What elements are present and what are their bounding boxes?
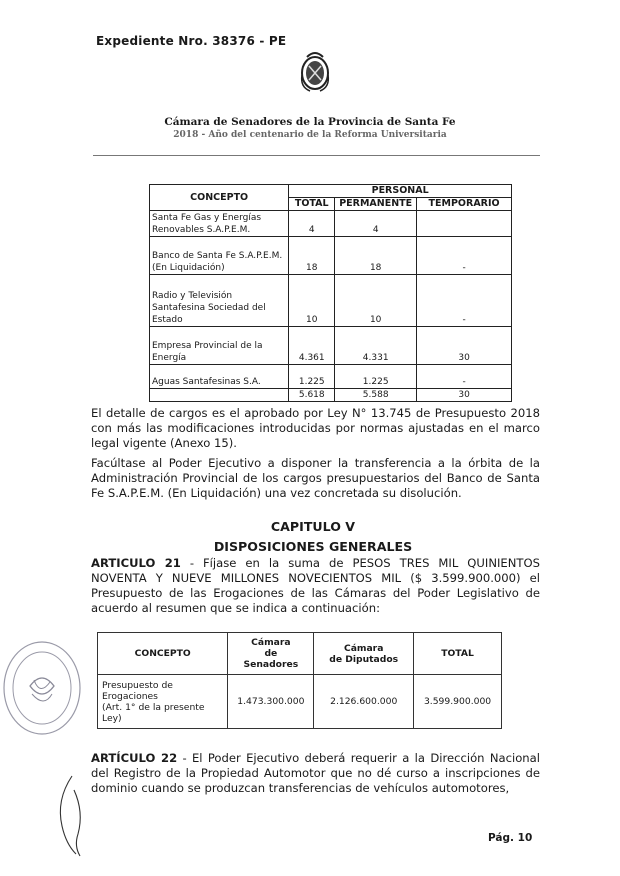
row-total: 4 xyxy=(289,211,335,237)
row-temporario xyxy=(417,211,512,237)
row-temporario: - xyxy=(417,237,512,275)
article-21-lead: ARTICULO 21 xyxy=(91,556,181,570)
row-permanente: 18 xyxy=(335,237,417,275)
personal-header-group: PERSONAL xyxy=(289,185,512,198)
paragraph-transferencia: Facúltase al Poder Ejecutivo a disponer la transferencia a la órbita de la Administración Provincial de los cargos presupuestarios del Banco de Santa Fe S.A.P.E.M. (En Liquidación) una vez concretada su disolución. xyxy=(91,456,540,500)
chapter-title: DISPOSICIONES GENERALES xyxy=(213,539,413,554)
row-concepto-line: Aguas Santafesinas S.A. xyxy=(152,377,261,387)
table-row xyxy=(98,675,502,729)
row-concepto-line: Renovables S.A.P.E.M. xyxy=(152,225,251,235)
row-total: 1.225 xyxy=(289,365,335,389)
row-total: 4.361 xyxy=(289,327,335,365)
totals-row xyxy=(150,389,512,402)
page-number: Pág. 10 xyxy=(488,832,533,844)
budget-header-concepto: CONCEPTO xyxy=(98,633,228,675)
header-line: de xyxy=(264,648,278,659)
handwritten-signature-icon xyxy=(44,770,114,860)
article-22-text: - El Poder Ejecutivo deberá requerir a la Dirección Nacional del Registro de la Propiedad Automotor que no dé curso a inscripciones de dominio cuando se produzcan transferencias de vehículos automotores, xyxy=(91,751,540,795)
row-concepto-line: Energía xyxy=(152,353,187,363)
chapter-heading: CAPITULO V xyxy=(270,519,356,534)
personal-header-temporario: TEMPORARIO xyxy=(417,198,512,211)
personal-header-concepto: CONCEPTO xyxy=(150,185,289,211)
budget-header-senadores xyxy=(228,633,314,675)
row-concepto-line: (Art. 1° de la presente xyxy=(102,701,205,713)
personal-table xyxy=(149,184,512,402)
header-line: Cámara xyxy=(343,642,384,654)
row-concepto-line: (En Liquidación) xyxy=(152,263,225,273)
budget-total-value: 3.599.900.000 xyxy=(414,675,502,729)
row-permanente: 10 xyxy=(335,275,417,327)
row-concepto-line: Erogaciones xyxy=(102,690,158,702)
row-temporario: - xyxy=(417,275,512,327)
row-temporario: - xyxy=(417,365,512,389)
row-total: 18 xyxy=(289,237,335,275)
budget-header-total: TOTAL xyxy=(414,633,502,675)
table-row xyxy=(150,211,512,237)
row-concepto-line: Ley) xyxy=(102,712,122,724)
row-concepto-line: Radio y Televisión xyxy=(152,291,233,301)
header-line: Senadores xyxy=(243,659,299,670)
header-line: Cámara xyxy=(251,637,291,648)
row-concepto-line: Banco de Santa Fe S.A.P.E.M. xyxy=(152,251,283,261)
header-divider xyxy=(93,155,540,156)
table-row xyxy=(150,327,512,365)
row-permanente: 4 xyxy=(335,211,417,237)
year-motto: 2018 - Año del centenario de la Reforma Universitaria xyxy=(173,130,447,140)
table-row xyxy=(150,365,512,389)
totals-total: 5.618 xyxy=(289,389,335,402)
row-concepto-line: Santafesina Sociedad del xyxy=(152,303,266,313)
table-row xyxy=(150,237,512,275)
personal-header-permanente: PERMANENTE xyxy=(335,198,417,211)
totals-permanente: 5.588 xyxy=(335,389,417,402)
row-concepto-line: Estado xyxy=(152,315,183,325)
paragraph-cargos: El detalle de cargos es el aprobado por Ley N° 13.745 de Presupuesto 2018 con más las modificaciones introducidas por normas ajustadas en el marco legal vigente (Anexo 15). xyxy=(91,406,540,450)
chamber-name: Cámara de Senadores de la Provincia de Santa Fe xyxy=(164,116,456,128)
budget-senadores-value: 1.473.300.000 xyxy=(228,675,314,729)
budget-diputados-value: 2.126.600.000 xyxy=(314,675,414,729)
row-permanente: 4.331 xyxy=(335,327,417,365)
row-concepto-line: Santa Fe Gas y Energías xyxy=(152,213,262,223)
budget-table xyxy=(97,632,502,729)
expediente-number: Expediente Nro. 38376 - PE xyxy=(96,34,287,48)
budget-header-diputados xyxy=(314,633,414,675)
table-row xyxy=(150,275,512,327)
header-line: de Diputados xyxy=(329,653,399,665)
article-22 xyxy=(91,751,540,796)
article-21 xyxy=(91,556,540,616)
row-total: 10 xyxy=(289,275,335,327)
official-stamp-icon xyxy=(2,636,92,742)
row-permanente: 1.225 xyxy=(335,365,417,389)
personal-header-total: TOTAL xyxy=(289,198,335,211)
provincial-seal-icon xyxy=(298,47,332,93)
row-concepto-line: Presupuesto de xyxy=(102,679,173,691)
article-21-text: - Fíjase en la suma de PESOS TRES MIL QUINIENTOS NOVENTA Y NUEVE MILLONES NOVECIENTOS MIL ($ 3.599.900.000) el Presupuesto de las Erogaciones de las Cámaras del Poder Legislativo de acuerdo al resumen que se indica a continuación: xyxy=(91,556,540,615)
row-temporario: 30 xyxy=(417,327,512,365)
totals-temporario: 30 xyxy=(417,389,512,402)
row-concepto-line: Empresa Provincial de la xyxy=(152,341,263,351)
article-22-lead: ARTÍCULO 22 xyxy=(91,751,178,765)
